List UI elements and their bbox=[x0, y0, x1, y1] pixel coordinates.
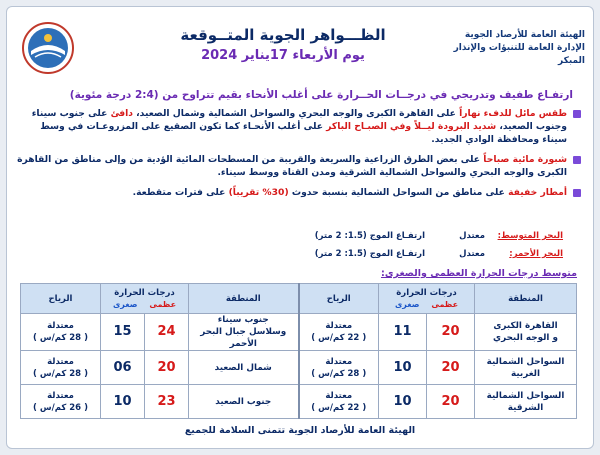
header-min: صغرى bbox=[112, 299, 138, 309]
org-line-2: الإدارة العامة للتنبؤات والإنذار المبكر bbox=[453, 43, 585, 66]
bullet-text: على بعض الطرق الزراعية والسريعة والقريبة من المسطحات المائية الؤدية من وإلى مناطق من القاهرة الكبرى والوجه البحري والسواحل الشمالية الشرقية ومدن القناة ووسط سيناء. bbox=[17, 154, 567, 178]
bullet-fog bbox=[17, 153, 583, 179]
region-cell: السواحل الشمالية الشرقية bbox=[475, 385, 577, 419]
org-line-1: الهيئة العامة للأرصاد الجوية bbox=[464, 30, 585, 40]
min-temp-cell: 10 bbox=[379, 385, 427, 419]
forecast-bulletin bbox=[6, 6, 594, 449]
region-cell: القاهرة الكبرى و الوجه البحري bbox=[475, 314, 577, 351]
max-temp-cell: 20 bbox=[427, 351, 475, 385]
table-row bbox=[21, 314, 577, 351]
table-row bbox=[21, 385, 577, 419]
bullet-lead: شبورة مائية صباحاً bbox=[483, 154, 567, 165]
min-temp-cell: 06 bbox=[101, 351, 145, 385]
header-temps bbox=[101, 284, 189, 314]
max-temp-cell: 23 bbox=[145, 385, 189, 419]
wave-height: ارتفـاع الموج (1.5: 2 متر) bbox=[314, 249, 425, 259]
wind-cell: معتدلة ( 28 كم/س ) bbox=[21, 314, 101, 351]
page-title: الظـــواهر الجوية المتــوقعة bbox=[180, 26, 386, 44]
wind-cell: معتدلة ( 28 كم/س ) bbox=[21, 351, 101, 385]
header-temps bbox=[379, 284, 475, 314]
sea-row-mediterranean bbox=[263, 229, 563, 244]
table-title: متوسط درجات الحرارة العظمى والصغرى: bbox=[381, 268, 577, 279]
wind-cell: معتدلة ( 22 كم/س ) bbox=[299, 314, 379, 351]
sea-row-red-sea bbox=[263, 247, 563, 262]
bullet-square-icon bbox=[573, 110, 581, 118]
bullet-text: على فترات متقطعة. bbox=[132, 187, 229, 198]
bulletin-header bbox=[7, 7, 593, 81]
table-header-row bbox=[21, 284, 577, 314]
bullet-text: على مناطق من السواحل الشمالية بنسبة حدوث bbox=[288, 187, 509, 198]
header-region: المنطقة bbox=[475, 284, 577, 314]
footer-message: الهيئة العامة للأرصاد الجوية تتمنى السلامة للجميع bbox=[184, 425, 416, 436]
region-cell: السواحل الشمالية الغربية bbox=[475, 351, 577, 385]
min-temp-cell: 11 bbox=[379, 314, 427, 351]
max-temp-cell: 20 bbox=[427, 314, 475, 351]
header-max: عظمى bbox=[149, 299, 177, 309]
wind-cell: معتدلة ( 22 كم/س ) bbox=[299, 385, 379, 419]
wave-height: ارتفـاع الموج (1.5: 2 متر) bbox=[314, 231, 425, 241]
bullet-square-icon bbox=[573, 156, 581, 164]
bullet-square-icon bbox=[573, 189, 581, 197]
min-temp-cell: 10 bbox=[101, 385, 145, 419]
header-temps-label: درجات الحرارة bbox=[114, 287, 175, 298]
bullet-lead: أمطار خفيفة bbox=[508, 187, 567, 198]
temperature-table bbox=[20, 283, 577, 419]
max-temp-cell: 20 bbox=[145, 351, 189, 385]
bullet-text: على أغلب الأنحـاء كما تكون الصقيع على المزروعـات في وسط سيناء ومحافظة الوادي الجديد. bbox=[40, 121, 567, 145]
sea-state: معتدل bbox=[459, 249, 485, 259]
bullet-weather bbox=[17, 107, 583, 146]
sea-name: البحر الأحمر: bbox=[509, 249, 563, 259]
organization-name bbox=[425, 29, 585, 68]
forecast-date: يوم الأربعاء 17يناير 2024 bbox=[201, 48, 365, 63]
region-cell: جنوب الصعيد bbox=[189, 385, 299, 419]
sea-state: معتدل bbox=[459, 231, 485, 241]
header-max: عظمى bbox=[431, 299, 459, 309]
header-min: صغرى bbox=[394, 299, 420, 309]
bullet-highlight: دافئ bbox=[110, 108, 133, 119]
wind-cell: معتدلة ( 28 كم/س ) bbox=[299, 351, 379, 385]
bullet-highlight: (30% تقريباً) bbox=[228, 187, 289, 198]
sea-state-list bbox=[263, 229, 563, 265]
bullet-highlight: شديد البرودة ليــلاً وفي الصبـاح الباكر bbox=[326, 121, 497, 132]
bullet-text: على جنوب سيناء وجنوب الصعيد، bbox=[31, 108, 567, 132]
min-temp-cell: 15 bbox=[101, 314, 145, 351]
max-temp-cell: 20 bbox=[427, 385, 475, 419]
header-temps-label: درجات الحرارة bbox=[396, 287, 457, 298]
bullet-lead: طقس مائل للدفء نهاراً bbox=[459, 108, 567, 119]
bullet-rain bbox=[17, 186, 583, 199]
weather-logo-icon bbox=[21, 21, 75, 75]
wind-cell: معتدلة ( 26 كم/س ) bbox=[21, 385, 101, 419]
region-cell: شمال الصعيد bbox=[189, 351, 299, 385]
header-wind: الرياح bbox=[21, 284, 101, 314]
region-cell: جنوب سيناء وسلاسل جبال البحر الأحمر bbox=[189, 314, 299, 351]
headline: ارتفـاع طفيف وتدريجي في درجــات الحــرارة على أغلب الأنحاء بقيم تتراوح من (2:4 درجة مئوية) bbox=[69, 89, 573, 101]
min-temp-cell: 10 bbox=[379, 351, 427, 385]
sea-name: البحر المتوسط: bbox=[497, 231, 563, 241]
max-temp-cell: 24 bbox=[145, 314, 189, 351]
header-region: المنطقة bbox=[189, 284, 299, 314]
phenomena-list bbox=[17, 107, 583, 206]
title-block bbox=[153, 25, 413, 65]
table-row bbox=[21, 351, 577, 385]
bullet-text: على القاهرة الكبرى والوجه البحري والسواحل الشمالية وشمال الصعيد، bbox=[132, 108, 460, 119]
header-wind: الرياح bbox=[299, 284, 379, 314]
